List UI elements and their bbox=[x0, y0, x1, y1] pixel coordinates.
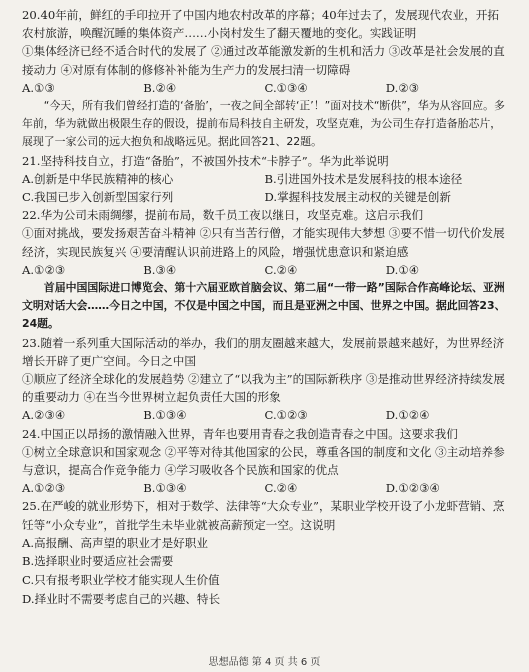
question-23 bbox=[22, 334, 507, 425]
option-c[interactable]: C.只有报考职业学校才能实现人生价值 bbox=[22, 573, 220, 588]
option-b[interactable]: B.②④ bbox=[143, 80, 177, 95]
question-25 bbox=[22, 497, 507, 608]
option-b[interactable]: B.选择职业时要适应社会需要 bbox=[22, 554, 174, 569]
option-d[interactable]: D.①②③④ bbox=[385, 481, 440, 496]
page-footer: 思想品德 第 4 页 共 6 页 bbox=[208, 657, 321, 668]
question-24 bbox=[22, 425, 507, 498]
question-22-options bbox=[22, 261, 507, 279]
option-d[interactable]: D.择业时不需要考虑自己的兴趣、特长 bbox=[22, 591, 221, 606]
option-c[interactable]: C.②④ bbox=[264, 262, 298, 277]
question-21 bbox=[22, 152, 507, 207]
option-c[interactable]: C.②④ bbox=[264, 481, 298, 496]
question-22-stem: 22.华为公司未雨绸缪，提前布局，数千员工夜以继日，攻坚克难。这启示我们 bbox=[22, 208, 424, 223]
question-23-stem: 23.随着一系列重大国际活动的举办，我们的朋友圈越来越大，发展前景越来越好，为世界经济增长开辟了更广空间。今日之中国 bbox=[22, 335, 505, 368]
question-24-options bbox=[22, 479, 507, 497]
option-b[interactable]: B.引进国外技术是发展科技的根本途径 bbox=[264, 171, 463, 186]
question-20 bbox=[22, 6, 507, 97]
option-d[interactable]: D.①②④ bbox=[385, 408, 430, 423]
question-20-stem: 20.40年前，鲜红的手印拉开了中国内地农村改革的序幕；40年过去了，发展现代农业，开拓农村旅游，唤醒沉睡的集体资产……小岗村发生了翻天覆地的变化。实践证明 bbox=[22, 8, 499, 41]
option-c[interactable]: C.①③④ bbox=[264, 80, 308, 95]
option-b[interactable]: B.①③④ bbox=[143, 408, 187, 423]
option-d[interactable]: D.掌握科技发展主动权的关键是创新 bbox=[264, 190, 451, 205]
option-d[interactable]: D.①④ bbox=[385, 262, 420, 277]
option-d[interactable]: D.②③ bbox=[385, 80, 420, 95]
question-20-options bbox=[22, 79, 507, 97]
question-25-stem: 25.在严峻的就业形势下，相对于数学、法律等“大众专业”，某职业学校开设了小龙虾营销、烹饪等“小众专业”，首批学生未毕业就被高薪预定一空。这说明 bbox=[22, 499, 505, 532]
option-a[interactable]: A.创新是中华民族精神的核心 bbox=[22, 171, 174, 186]
reading-passage-huawei: “今天，所有我们曾经打造的‘备胎’，一夜之间全部转‘正’！”面对技术“断供”，华为从容回应。多年前，华为就做出极限生存的假设，提前布局科技自主研发，攻坚克难，为公司生存打造备胎芯片，展现了一家公司的远大抱负和战略远见。据此回答21、22题。 bbox=[22, 99, 505, 149]
question-23-statements: ①顺应了经济全球化的发展趋势 ②建立了“以我为主”的国际新秩序 ③是推动世界经济持续发展的重要动力 ④在当今世界树立起负责任大国的形象 bbox=[22, 372, 505, 405]
question-21-stem: 21.坚持科技自立，打造“备胎”，不被国外技术“卡脖子”。华为此举说明 bbox=[22, 153, 389, 168]
question-24-statements: ①树立全球意识和国家观念 ②平等对待其他国家的公民，尊重各国的制度和文化 ③主动培养参与意识，提高合作竞争能力 ④学习吸收各个民族和国家的优点 bbox=[22, 444, 505, 478]
option-a[interactable]: A.①②③ bbox=[22, 262, 66, 277]
question-23-options bbox=[22, 406, 507, 424]
option-a[interactable]: A.①③ bbox=[22, 80, 55, 95]
option-c[interactable]: C.①②③ bbox=[264, 408, 308, 423]
question-22 bbox=[22, 206, 507, 279]
option-a[interactable]: A.高报酬、高声望的职业才是好职业 bbox=[22, 535, 208, 550]
question-22-statements: ①面对挑战，要发扬艰苦奋斗精神 ②只有当苦行僧，才能实现伟大梦想 ③要不惜一切代价发展经济，实现民族复兴 ④要清醒认识前进路上的风险，增强忧患意识和紧迫感 bbox=[22, 226, 505, 259]
reading-passage-international-events: 首届中国国际进口博览会、第十六届亚欧首脑会议、第二届“一带一路”国际合作高峰论坛、亚洲文明对话大会……今日之中国，不仅是中国之中国，而且是亚洲之中国、世界之中国。据此回答23、24题。 bbox=[22, 281, 506, 331]
question-25-options bbox=[22, 534, 507, 608]
question-21-options bbox=[22, 170, 507, 206]
option-a[interactable]: A.①②③ bbox=[22, 481, 66, 496]
question-20-statements: ①集体经济已经不适合时代的发展了 ②通过改革能激发新的生机和活力 ③改革是社会发展的直接动力 ④对原有体制的修修补补能为生产力的发展扫清一切障碍 bbox=[22, 44, 505, 77]
option-c[interactable]: C.我国已步入创新型国家行列 bbox=[22, 190, 174, 205]
question-24-stem: 24.中国正以昂扬的激情融入世界，青年也要用青春之我创造青春之中国。这要求我们 bbox=[22, 426, 458, 441]
option-b[interactable]: B.①③④ bbox=[143, 481, 187, 496]
option-a[interactable]: A.②③④ bbox=[22, 408, 66, 423]
option-b[interactable]: B.③④ bbox=[143, 262, 177, 277]
